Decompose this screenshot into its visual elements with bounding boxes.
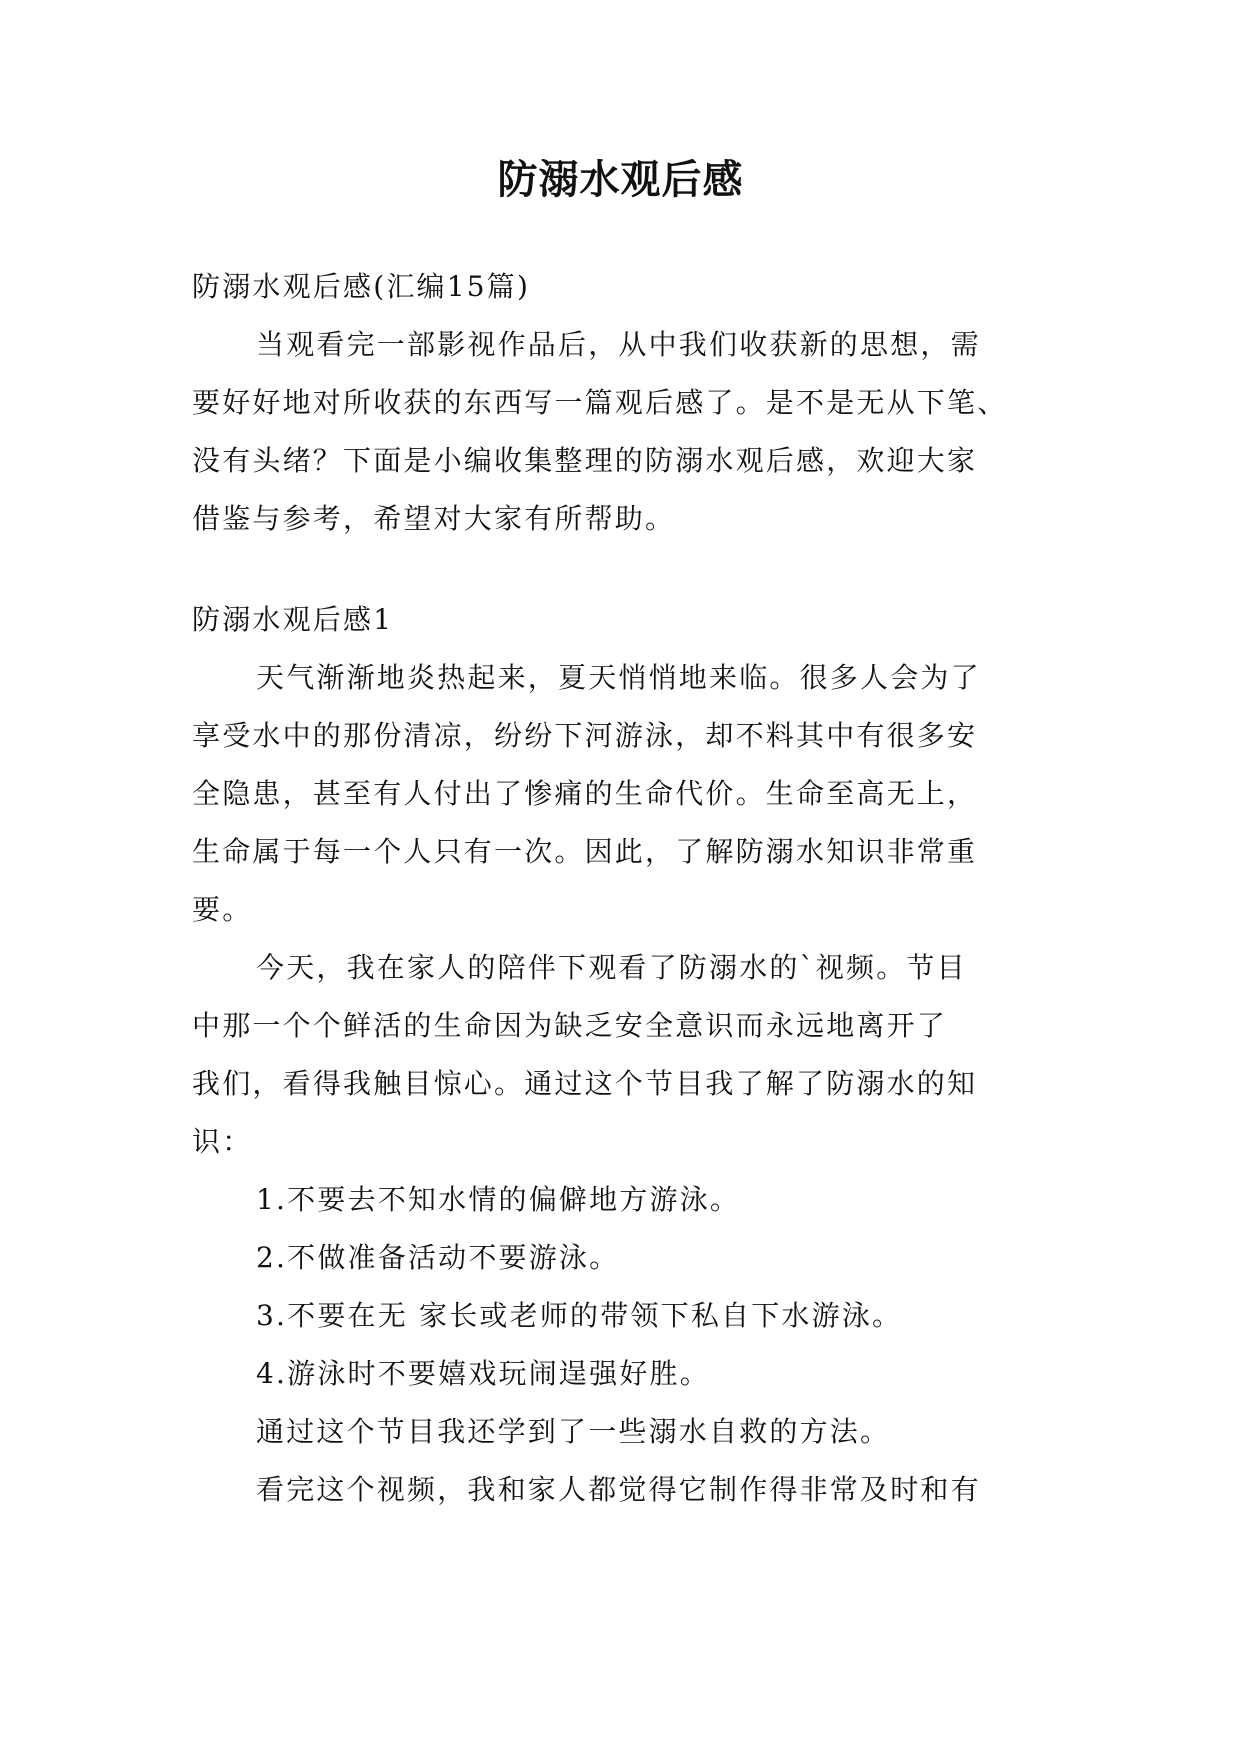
paragraph-line: 天气渐渐地炎热起来，夏天悄悄地来临。很多人会为了 (256, 661, 981, 694)
paragraph-line: 全隐患，甚至有人付出了惨痛的生命代价。生命至高无上， (192, 777, 978, 810)
list-item: 2.不做准备活动不要游泳。 (256, 1241, 620, 1274)
paragraph-line: 识： (192, 1125, 253, 1158)
intro-line: 借鉴与参考，希望对大家有所帮助。 (192, 502, 676, 535)
list-item: 3.不要在无 家长或老师的带领下私自下水游泳。 (256, 1299, 903, 1332)
paragraph-line: 看完这个视频，我和家人都觉得它制作得非常及时和有 (256, 1473, 981, 1506)
paragraph-line: 我们，看得我触目惊心。通过这个节目我了解了防溺水的知 (192, 1067, 978, 1100)
document-title: 防溺水观后感 (497, 157, 744, 203)
paragraph-line: 要。 (192, 893, 253, 926)
section-heading: 防溺水观后感1 (192, 603, 394, 636)
paragraph-line: 享受水中的那份清凉，纷纷下河游泳，却不料其中有很多安 (192, 719, 978, 752)
paragraph-line: 中那一个个鲜活的生命因为缺乏安全意识而永远地离开了 (192, 1009, 948, 1042)
paragraph-line: 今天，我在家人的陪伴下观看了防溺水的`视频。节目 (256, 951, 967, 984)
intro-line: 当观看完一部影视作品后，从中我们收获新的思想，需 (256, 328, 981, 361)
list-item: 1.不要去不知水情的偏僻地方游泳。 (256, 1183, 741, 1216)
intro-line: 没有头绪？下面是小编收集整理的防溺水观后感，欢迎大家 (192, 444, 978, 477)
paragraph-line: 生命属于每一个人只有一次。因此，了解防溺水知识非常重 (192, 835, 978, 868)
subtitle-line: 防溺水观后感(汇编15篇) (192, 270, 531, 303)
list-item: 4.游泳时不要嬉戏玩闹逞强好胜。 (256, 1357, 710, 1390)
intro-line: 要好好地对所收获的东西写一篇观后感了。是不是无从下笔、 (192, 386, 1008, 419)
paragraph-line: 通过这个节目我还学到了一些溺水自救的方法。 (256, 1415, 891, 1448)
